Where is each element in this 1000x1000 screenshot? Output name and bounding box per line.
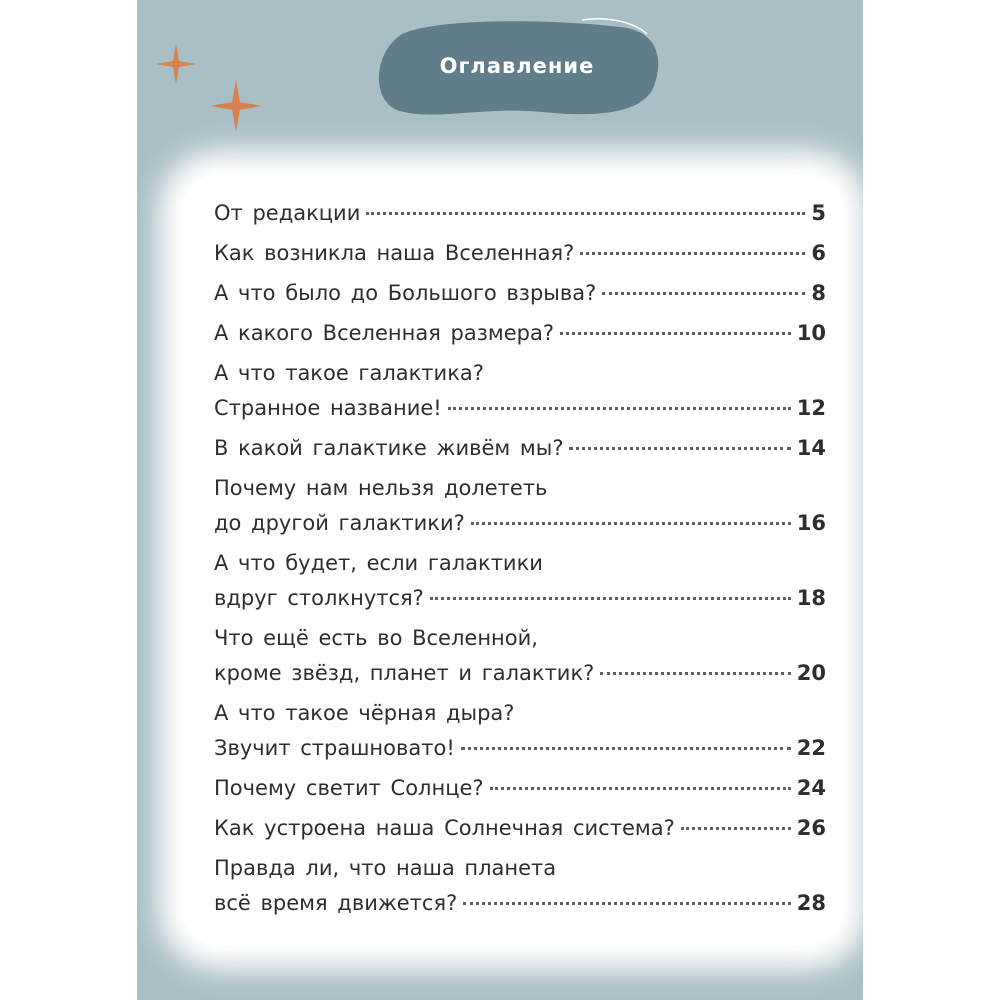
toc-page-number: 28 xyxy=(796,891,826,915)
toc-entry-row xyxy=(214,811,826,846)
table-of-contents xyxy=(214,196,826,926)
toc-entry[interactable] xyxy=(214,546,826,616)
dot-leader xyxy=(569,447,790,450)
toc-entry-row xyxy=(214,886,826,921)
toc-entry[interactable] xyxy=(214,771,826,806)
toc-entry-title: А что будет, если галактики xyxy=(214,551,543,575)
toc-entry[interactable] xyxy=(214,696,826,766)
toc-entry[interactable] xyxy=(214,471,826,541)
toc-entry-title: А что такое чёрная дыра? xyxy=(214,701,515,725)
dot-leader xyxy=(490,787,791,790)
toc-page-number: 18 xyxy=(796,586,826,610)
toc-page-number: 14 xyxy=(796,436,826,460)
toc-entry[interactable] xyxy=(214,811,826,846)
toc-entry-title: Почему светит Солнце? xyxy=(214,776,484,800)
dot-leader xyxy=(471,522,791,525)
toc-page-number: 24 xyxy=(796,776,826,800)
toc-entry-title: Звучит страшновато! xyxy=(214,736,455,760)
dot-leader xyxy=(430,597,791,600)
toc-entry-row xyxy=(214,276,826,311)
dot-leader xyxy=(600,672,790,675)
toc-entry-row xyxy=(214,431,826,466)
toc-entry-row xyxy=(214,316,826,351)
dot-leader xyxy=(448,407,791,410)
dot-leader xyxy=(461,747,791,750)
toc-entry[interactable] xyxy=(214,316,826,351)
toc-entry-title: до другой галактики? xyxy=(214,511,465,535)
toc-entry-row xyxy=(214,236,826,271)
toc-entry-title: Почему нам нельзя долететь xyxy=(214,476,548,500)
toc-page-number: 12 xyxy=(796,396,826,420)
dot-leader xyxy=(681,827,791,830)
toc-entry-title: А какого Вселенная размера? xyxy=(214,321,555,345)
toc-entry-row xyxy=(214,506,826,541)
toc-entry-title: Что ещё есть во Вселенной, xyxy=(214,626,538,650)
toc-entry[interactable] xyxy=(214,621,826,691)
toc-entry-row xyxy=(214,771,826,806)
toc-entry-title: Как возникла наша Вселенная? xyxy=(214,241,575,265)
toc-entry-title: От редакции xyxy=(214,201,361,225)
toc-entry-row xyxy=(214,656,826,691)
toc-entry-title: Странное название! xyxy=(214,396,442,420)
toc-entry-title: Правда ли, что наша планета xyxy=(214,856,557,880)
toc-entry[interactable] xyxy=(214,356,826,426)
toc-page-number: 10 xyxy=(796,321,826,345)
toc-entry[interactable] xyxy=(214,236,826,271)
toc-page-number: 5 xyxy=(811,201,826,225)
dot-leader xyxy=(602,292,805,295)
star-icon xyxy=(210,80,262,132)
toc-entry-title: В какой галактике живём мы? xyxy=(214,436,564,460)
toc-entry[interactable] xyxy=(214,431,826,466)
toc-page-number: 6 xyxy=(811,241,826,265)
toc-entry-title: А что было до Большого взрыва? xyxy=(214,281,597,305)
toc-entry-row xyxy=(214,581,826,616)
toc-page-number: 22 xyxy=(796,736,826,760)
toc-entry[interactable] xyxy=(214,276,826,311)
toc-page-number: 20 xyxy=(796,661,826,685)
toc-page-number: 26 xyxy=(796,816,826,840)
toc-entry-title: кроме звёзд, планет и галактик? xyxy=(214,661,595,685)
toc-entry-title: А что такое галактика? xyxy=(214,361,484,385)
toc-entry-row xyxy=(214,196,826,231)
dot-leader xyxy=(560,332,791,335)
dot-leader xyxy=(463,902,791,905)
toc-entry-title: вдруг столкнутся? xyxy=(214,586,424,610)
toc-entry-title: всё время движется? xyxy=(214,891,458,915)
dot-leader xyxy=(366,212,805,215)
toc-entry-row xyxy=(214,731,826,766)
toc-entry[interactable] xyxy=(214,196,826,231)
page-title: Оглавление xyxy=(439,54,595,78)
toc-entry-row xyxy=(214,391,826,426)
toc-page-number: 16 xyxy=(796,511,826,535)
star-icon xyxy=(156,44,196,84)
toc-entry-title: Как устроена наша Солнечная система? xyxy=(214,816,675,840)
dot-leader xyxy=(580,252,805,255)
toc-entry[interactable] xyxy=(214,851,826,921)
toc-page-number: 8 xyxy=(811,281,826,305)
